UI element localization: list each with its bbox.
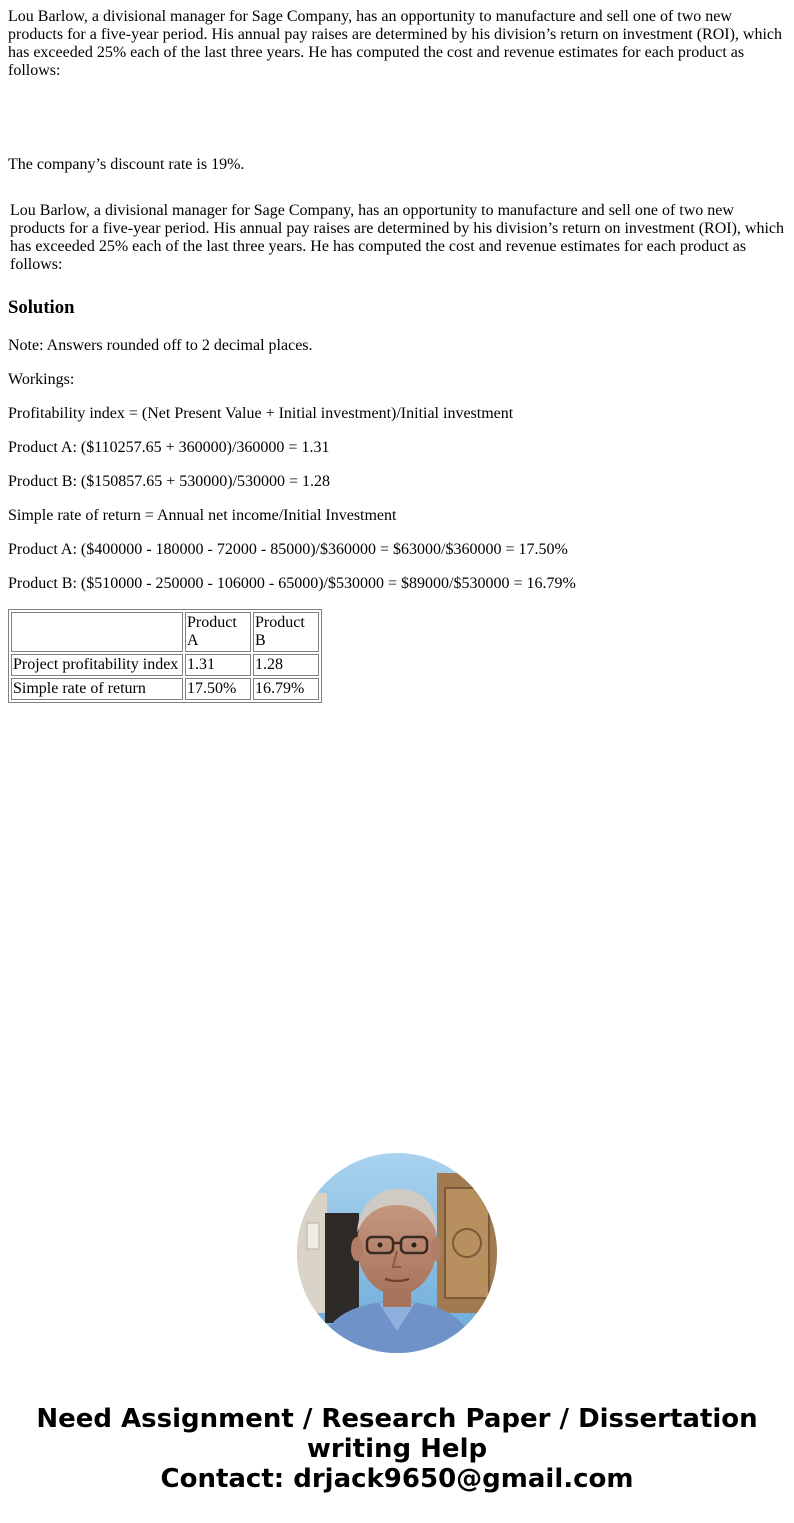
document (0, 0, 794, 703)
table-cell: 16.79% (253, 678, 319, 700)
profitability-index-product-a: Product A: ($110257.65 + 360000)/360000 = 1.31 (8, 439, 330, 456)
footer-contact-email: Contact: drjack9650@gmail.com (160, 1464, 634, 1494)
footer-contact (0, 1404, 794, 1494)
table-cell: Project profitability index (11, 654, 183, 676)
footer-line: writing Help (306, 1434, 488, 1464)
table-cell: Simple rate of return (11, 678, 183, 700)
table-header-row (11, 612, 319, 652)
note-text: Note: Answers rounded off to 2 decimal places. (8, 337, 313, 354)
question-repeat: Lou Barlow, a divisional manager for Sage Company, has an opportunity to manufacture and sell one of two new products for a five-year period. His annual pay raises are determined by his division’s return on investment (ROI), which has exceeded 25% each of the last three years. He has computed the cost and revenue estimates for each product as follows: (10, 202, 785, 273)
table-header-cell (11, 612, 183, 652)
discount-rate-text: The company’s discount rate is 19%. (8, 156, 245, 173)
table-cell: 1.28 (253, 654, 319, 676)
profitability-index-formula: Profitability index = (Net Present Value + Initial investment)/Initial investment (8, 405, 514, 422)
author-avatar (297, 1153, 497, 1353)
table-header-cell: Product B (253, 612, 319, 652)
simple-rate-formula: Simple rate of return = Annual net income/Initial Investment (8, 507, 397, 524)
results-table (8, 609, 322, 703)
profitability-index-product-b: Product B: ($150857.65 + 530000)/530000 = 1.28 (8, 473, 331, 490)
simple-rate-product-b: Product B: ($510000 - 250000 - 106000 - 65000)/$530000 = $89000/$530000 = 16.79% (8, 575, 576, 592)
avatar-portrait-image (297, 1153, 497, 1353)
table-cell: 1.31 (185, 654, 251, 676)
solution-heading: Solution (8, 297, 75, 318)
question-intro: Lou Barlow, a divisional manager for Sage Company, has an opportunity to manufacture and sell one of two new products for a five-year period. His annual pay raises are determined by his division’s return on investment (ROI), which has exceeded 25% each of the last three years. He has computed the cost and revenue estimates for each product as follows: (8, 8, 783, 79)
table-row (11, 678, 319, 700)
footer-line: Need Assignment / Research Paper / Dissertation (36, 1404, 758, 1434)
table-header-cell: Product A (185, 612, 251, 652)
table-cell: 17.50% (185, 678, 251, 700)
simple-rate-product-a: Product A: ($400000 - 180000 - 72000 - 85000)/$360000 = $63000/$360000 = 17.50% (8, 541, 568, 558)
table-row (11, 654, 319, 676)
workings-label: Workings: (8, 371, 75, 388)
